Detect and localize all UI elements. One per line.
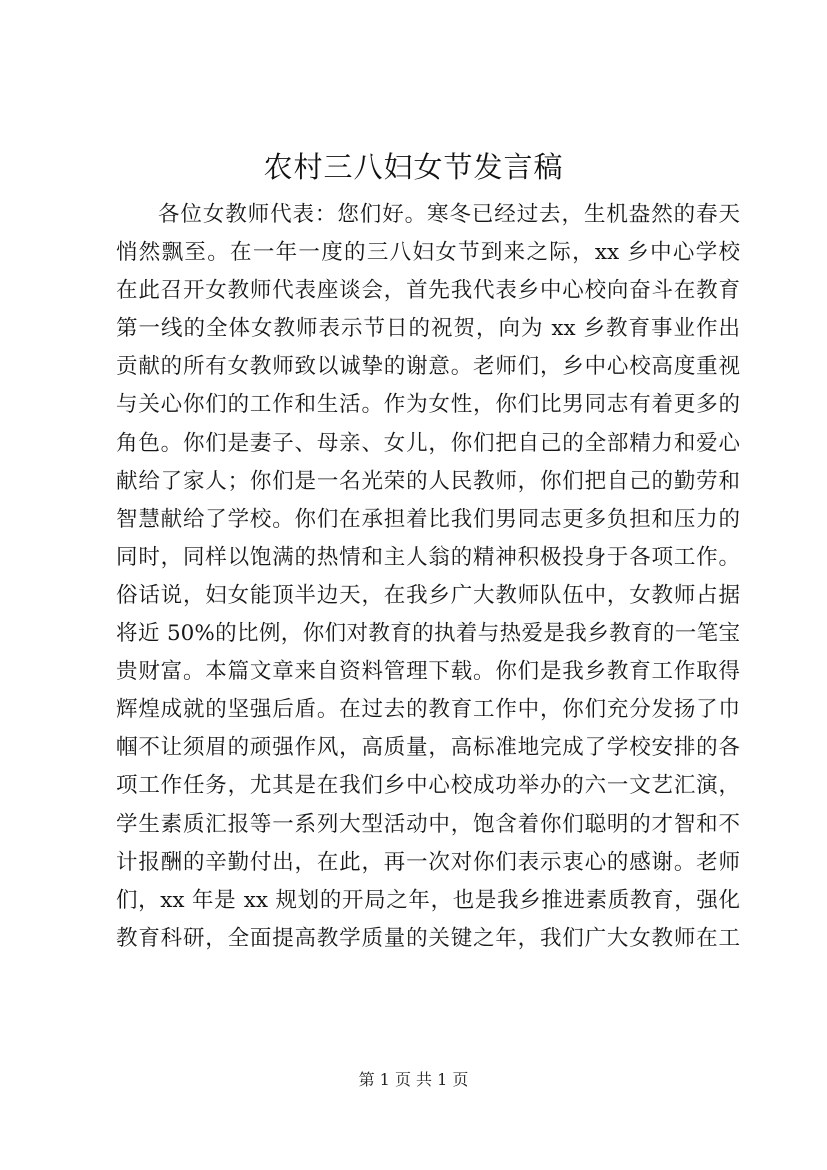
body-line: 角色。你们是妻子、母亲、女儿，你们把自己的全部精力和爱心 [116, 430, 740, 456]
body-line: 帼不让须眉的顽强作风，高质量，高标准地完成了学校安排的各 [116, 735, 740, 761]
body-line: 与关心你们的工作和生活。作为女性，你们比男同志有着更多的 [116, 392, 740, 418]
body-line: 教育科研，全面提高教学质量的关键之年，我们广大女教师在工 [116, 925, 740, 951]
body-line: 贡献的所有女教师致以诚挚的谢意。老师们，乡中心校高度重视 [116, 354, 740, 380]
body-line: 悄然飘至。在一年一度的三八妇女节到来之际，xx 乡中心学校 [116, 240, 740, 266]
body-line: 学生素质汇报等一系列大型活动中，饱含着你们聪明的才智和不 [116, 811, 740, 837]
body-line: 智慧献给了学校。你们在承担着比我们男同志更多负担和压力的 [116, 506, 740, 532]
body-line: 计报酬的辛勤付出，在此，再一次对你们表示衷心的感谢。老师 [116, 849, 740, 875]
body-line: 各位女教师代表：您们好。寒冬已经过去，生机盎然的春天 [158, 202, 740, 227]
body-line: 在此召开女教师代表座谈会，首先我代表乡中心校向奋斗在教育 [116, 278, 740, 304]
page-footer: 第 1 页 共 1 页 [358, 1070, 469, 1089]
body-line: 们，xx 年是 xx 规划的开局之年，也是我乡推进素质教育，强化 [116, 887, 740, 913]
document-title: 农村三八妇女节发言稿 [263, 150, 564, 184]
body-line: 贵财富。本篇文章来自资料管理下载。你们是我乡教育工作取得 [116, 659, 740, 685]
body-line: 同时，同样以饱满的热情和主人翁的精神积极投身于各项工作。 [116, 544, 740, 570]
body-line: 将近 50%的比例，你们对教育的执着与热爱是我乡教育的一笔宝 [116, 621, 740, 647]
document-body [116, 196, 740, 958]
body-line: 献给了家人；你们是一名光荣的人民教师，你们把自己的勤劳和 [116, 468, 740, 494]
body-line: 项工作任务，尤其是在我们乡中心校成功举办的六一文艺汇演， [116, 773, 740, 799]
body-line: 辉煌成就的坚强后盾。在过去的教育工作中，你们充分发扬了巾 [116, 697, 740, 723]
body-line: 第一线的全体女教师表示节日的祝贺，向为 xx 乡教育事业作出 [116, 316, 740, 342]
body-line: 俗话说，妇女能顶半边天，在我乡广大教师队伍中，女教师占据 [116, 582, 740, 608]
